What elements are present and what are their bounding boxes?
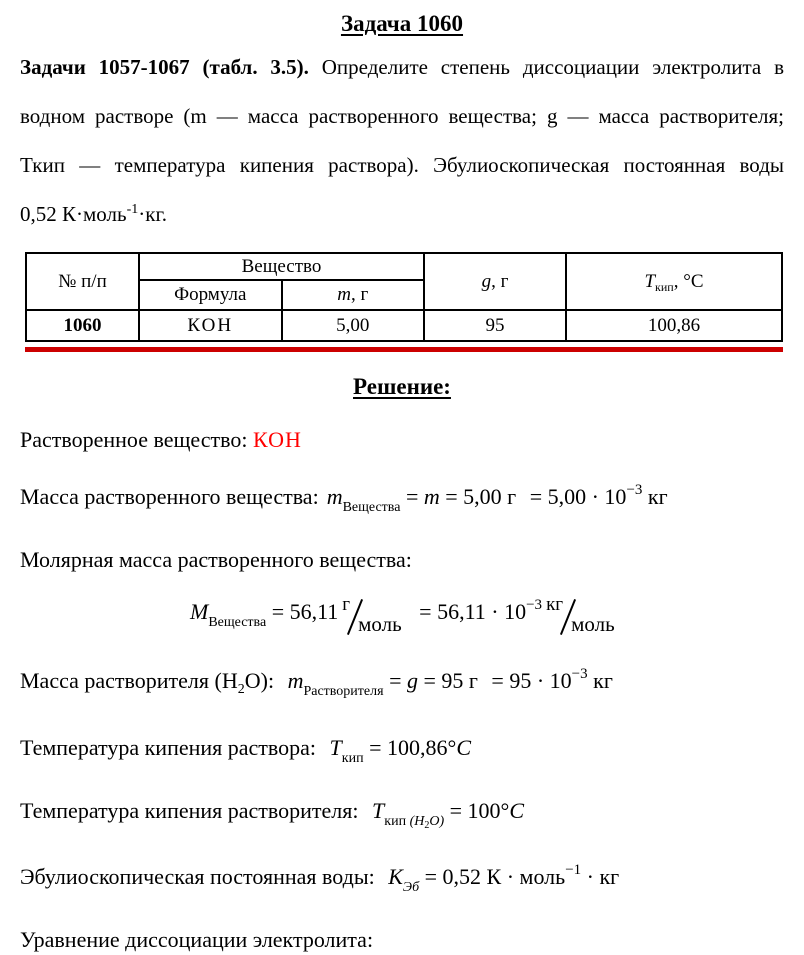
molar-eq1: = 56,11	[266, 599, 339, 624]
table-row	[26, 310, 782, 341]
problem-data-table	[25, 252, 783, 342]
tboil-solvent-eq: = 100°	[444, 798, 510, 823]
solvent-formula	[287, 666, 613, 699]
mass-eq3: = 5,00 · 10	[524, 484, 627, 509]
molar-var: M	[190, 599, 209, 624]
t-symbol: T	[644, 270, 656, 292]
cell-g-value: 95	[424, 310, 566, 341]
dissociation-equation-label: Уравнение диссоциации электролита:	[20, 927, 374, 952]
solvent-mass-line	[20, 666, 784, 700]
statement-line-4-a: 0,52 К·моль	[20, 202, 127, 226]
red-divider-rule	[25, 347, 783, 352]
solvent-label-a: Масса растворителя (H	[20, 668, 238, 693]
cell-problem-number: 1060	[26, 310, 139, 341]
statement-exponent: -1	[126, 202, 139, 217]
mass-var2: m	[423, 484, 440, 509]
substance-label: Растворенное вещество:	[20, 427, 253, 452]
fraction-g-per-mol	[342, 594, 402, 636]
molar-mass-label: Молярная масса растворенного вещества:	[20, 547, 412, 572]
ebullioscopic-eq: = 0,52 К · моль	[419, 864, 566, 889]
substance-value: КОН	[252, 427, 302, 452]
mass-formula	[326, 482, 668, 515]
solvent-var-subscript: Растворителя	[303, 684, 384, 699]
substance-line	[20, 425, 784, 455]
ebullioscopic-var-subscript: Эб	[402, 880, 420, 895]
mass-var: m	[326, 484, 343, 509]
solvent-var: m	[287, 668, 304, 693]
cell-t-value: 100,86	[566, 310, 782, 341]
fraction-numerator: г	[342, 594, 351, 615]
molar-eq2: = 56,11 · 10	[413, 599, 527, 624]
fraction-denominator: моль	[571, 612, 615, 636]
mass-exponent: −3	[626, 482, 643, 498]
tboil-solvent-var-subscript	[384, 814, 444, 829]
cell-m-value: 5,00	[282, 310, 425, 341]
molar-var-subscript: Вещества	[208, 615, 267, 630]
statement-line-4-b: ·кг.	[138, 202, 167, 226]
header-cell-substance: Вещество	[139, 253, 424, 280]
header-cell-formula: Формула	[139, 280, 282, 310]
mass-eq1: =	[400, 484, 424, 509]
problem-title-text: Задача 1060	[340, 11, 464, 36]
statement-lead-bold: Задачи 1057-1067 (табл. 3.5).	[20, 55, 309, 79]
molar-mass-formula	[190, 587, 784, 641]
t-unit: , °С	[673, 270, 704, 292]
g-unit: , г	[491, 270, 509, 292]
m-unit: , г	[350, 284, 369, 305]
solution-heading-text: Решение:	[353, 374, 451, 399]
ebullioscopic-formula	[388, 862, 620, 895]
tboil-solvent-line	[20, 796, 784, 831]
tboil-solvent-var: T	[372, 798, 385, 823]
tboil-formula	[329, 735, 471, 766]
solvent-label-subscript: 2	[237, 682, 245, 697]
mass-label: Масса растворенного вещества:	[20, 484, 319, 509]
tboil-var: T	[329, 735, 342, 760]
tboil-solvent-sub-b: (H	[409, 814, 425, 829]
header-cell-tboil	[566, 253, 782, 310]
ebullioscopic-unit: · кг	[581, 864, 620, 889]
solvent-eq2: = 95 г	[417, 668, 478, 693]
mass-line	[20, 482, 784, 516]
statement-line-3: Ткип — температура кипения раствора). Эбулиоскопическая постоянная воды	[20, 153, 784, 177]
problem-title	[20, 11, 784, 37]
ebullioscopic-line	[20, 862, 784, 896]
solution-heading	[20, 374, 784, 400]
solvent-unit: кг	[587, 668, 613, 693]
g-symbol: g	[481, 270, 492, 292]
statement-line-1-rest: Определите степень диссоциации электролита в	[308, 55, 785, 79]
tboil-label: Температура кипения раствора:	[20, 735, 322, 760]
ebullioscopic-var: K	[388, 864, 403, 889]
solvent-eq3: = 95 · 10	[485, 668, 572, 693]
mass-eq2: = 5,00 г	[439, 484, 517, 509]
fraction-numerator: кг	[546, 594, 564, 615]
m-symbol: m	[337, 284, 351, 305]
statement-line-1	[20, 43, 784, 92]
tboil-solvent-formula	[372, 798, 525, 831]
header-cell-m	[282, 280, 425, 310]
header-cell-g	[424, 253, 566, 310]
tboil-solvent-unit-var: C	[509, 798, 525, 823]
tboil-solvent-label: Температура кипения растворителя:	[20, 798, 365, 823]
solvent-eq1: =	[383, 668, 407, 693]
statement-line-4	[20, 190, 784, 242]
tboil-solvent-sub-d: O)	[429, 814, 445, 829]
header-cell-number: № п/п	[26, 253, 139, 310]
tboil-var-subscript: кип	[341, 751, 364, 766]
fraction-kg-per-mol	[546, 594, 615, 636]
solvent-label-b: O):	[244, 668, 280, 693]
tboil-solvent-sub-c: 2	[424, 820, 430, 831]
problem-statement	[20, 43, 784, 242]
t-subscript: кип	[655, 279, 674, 294]
fraction-denominator: моль	[358, 612, 402, 636]
tboil-unit-var: C	[456, 735, 471, 760]
mass-var-subscript: Вещества	[342, 500, 401, 515]
cell-formula-value: КОН	[139, 310, 282, 341]
mass-unit: кг	[642, 484, 668, 509]
document-page	[0, 11, 804, 952]
ebullioscopic-label: Эбулиоскопическая постоянная воды:	[20, 864, 381, 889]
solvent-var2: g	[406, 668, 418, 693]
solvent-exponent: −3	[571, 666, 588, 682]
molar-exponent: −3	[526, 597, 543, 613]
ebullioscopic-exponent: −1	[565, 862, 582, 878]
tboil-line	[20, 733, 784, 767]
statement-line-2: водном растворе (m — масса растворенного вещества; g — масса растворителя;	[20, 104, 784, 128]
tboil-solvent-sub-a: кип	[384, 814, 410, 829]
tboil-eq: = 100,86°	[363, 735, 457, 760]
